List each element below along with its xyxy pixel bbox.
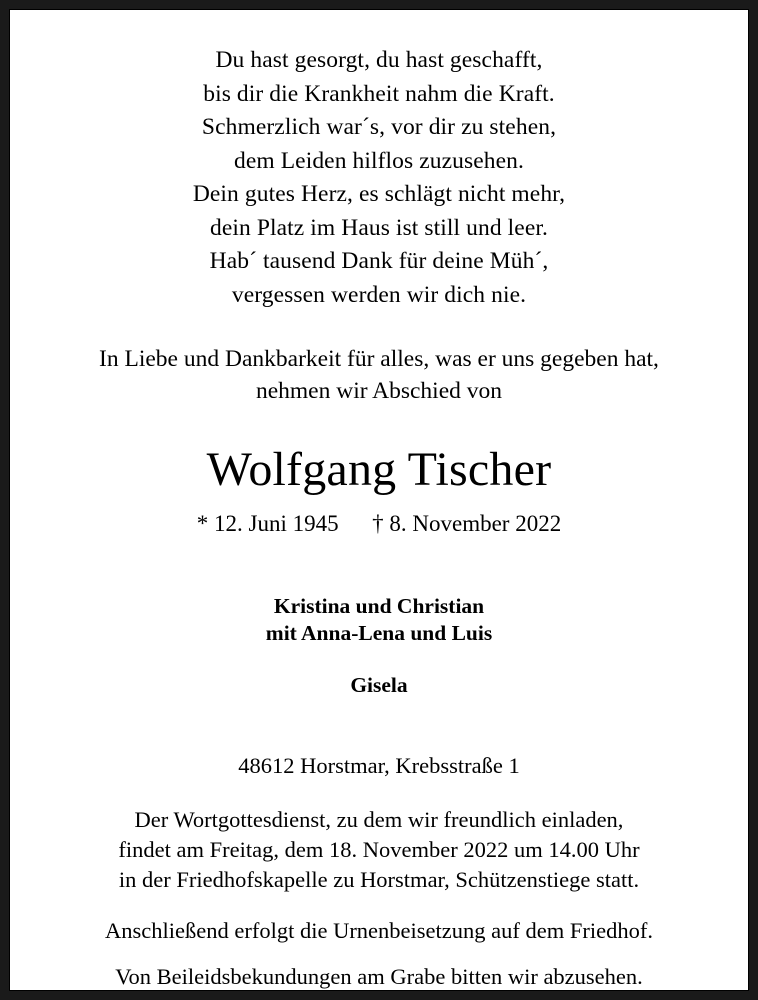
service-line-2: findet am Freitag, dem 18. November 2022 um 14.00 Uhr (118, 837, 640, 862)
poem-line-4: dem Leiden hilflos zuzusehen. (233, 147, 524, 174)
deceased-name: Wolfgang Tischer (206, 443, 552, 496)
intro-block (99, 343, 659, 407)
poem-line-8: vergessen werden wir dich nie. (231, 281, 527, 308)
poem-line-5: Dein gutes Herz, es schlägt nicht mehr, (192, 181, 566, 207)
service-block (118, 805, 639, 895)
birth-date: * 12. Juni 1945 (196, 511, 339, 536)
closing-line-1: Anschließend erfolgt die Urnenbeisetzung auf dem Friedhof. (105, 918, 653, 943)
poem-line-7: Hab´ tausend Dank für deine Müh´, (209, 248, 549, 274)
poem-line-1: Du hast gesorgt, du hast geschafft, (215, 47, 543, 73)
family-line-3: Gisela (350, 673, 408, 697)
life-dates (197, 511, 561, 537)
family-line-2: mit Anna-Lena und Luis (265, 621, 493, 645)
obituary-card (9, 9, 749, 991)
closing-line-2: Von Beileidsbekundungen am Grabe bitten wir abzusehen. (115, 964, 643, 989)
service-line-3: in der Friedhofskapelle zu Horstmar, Schützenstiege statt. (118, 867, 640, 892)
poem-line-2: bis dir die Krankheit nahm die Kraft. (203, 80, 555, 107)
intro-line-2: nehmen wir Abschied von (255, 378, 503, 404)
poem-line-6: dein Platz im Haus ist still und leer. (209, 214, 548, 241)
poem-block (193, 44, 565, 312)
family-block (266, 593, 492, 699)
address-line: 48612 Horstmar, Krebsstraße 1 (238, 753, 520, 778)
intro-line-1: In Liebe und Dankbarkeit für alles, was er uns gegeben hat, (99, 346, 659, 372)
poem-line-3: Schmerzlich war´s, vor dir zu stehen, (201, 114, 557, 140)
closing-block (105, 916, 653, 992)
family-line-1: Kristina und Christian (273, 594, 485, 618)
service-line-1: Der Wortgottesdienst, zu dem wir freundlich einladen, (134, 807, 624, 832)
death-date: † 8. November 2022 (372, 511, 562, 536)
